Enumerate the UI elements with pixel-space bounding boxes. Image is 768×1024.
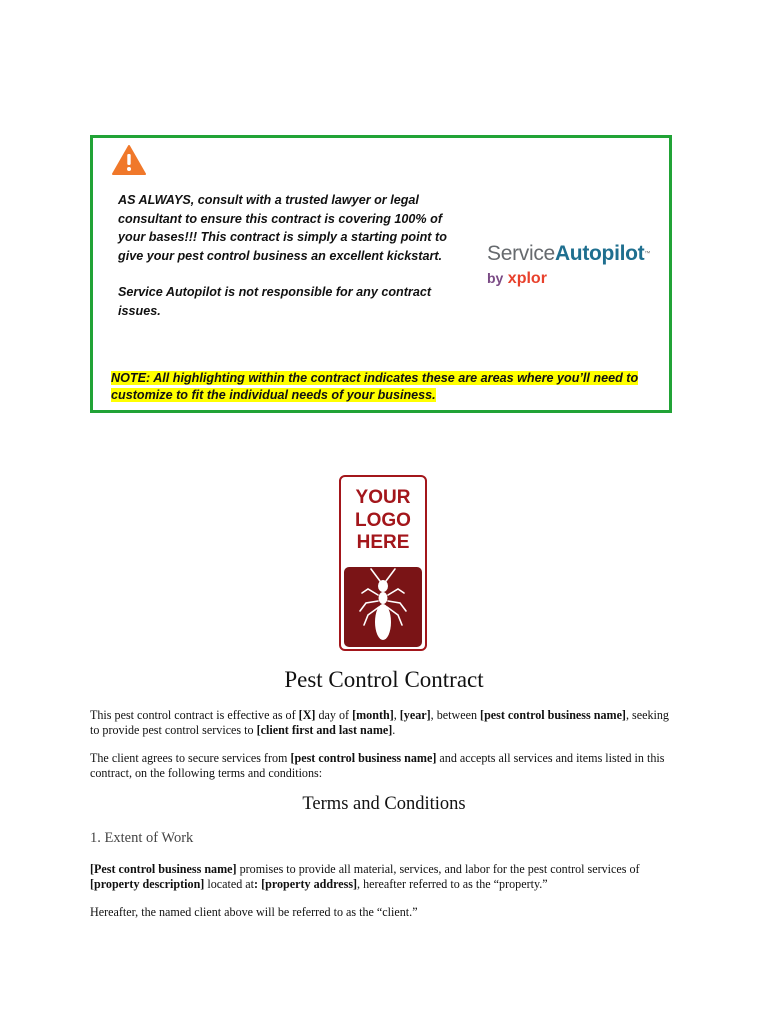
service-autopilot-logo [487, 242, 650, 288]
liability-paragraph: Service Autopilot is not responsible for any contract issues. [118, 285, 432, 318]
terms-heading: Terms and Conditions [302, 794, 466, 814]
highlighted-note-text: NOTE: All highlighting within the contract indicates these are areas where you’ll need to customize to fit the individual needs of your business. [111, 371, 639, 402]
logo-word-autopilot: Autopilot [554, 242, 645, 265]
agreement-paragraph [90, 751, 680, 781]
disclaimer-box [90, 135, 672, 413]
text-run: , between [430, 708, 481, 722]
text-run: day of [315, 708, 353, 722]
text-run: , [393, 708, 400, 722]
termite-icon [344, 567, 422, 647]
text-run: and accepts all services and items listed in this contract, on the following terms and conditions: [90, 751, 665, 780]
contract-title: Pest Control Contract [284, 667, 484, 692]
text-run: The client agrees to secure services from [90, 751, 291, 765]
placeholder-property-description: [property description] [90, 877, 205, 891]
logo-trademark: ™ [644, 251, 651, 257]
text-run: , seeking to provide pest control services to [90, 708, 669, 737]
placeholder-day: [X] [298, 708, 316, 722]
warning-triangle-icon [111, 144, 147, 176]
customization-note [111, 370, 656, 403]
logo-word-xplor: xplor [507, 270, 547, 287]
text-run: . [392, 723, 396, 737]
text-run: promises to provide all material, services, and labor for the pest control services of [236, 862, 640, 876]
text-run: , hereafter referred to as the “property.” [357, 877, 548, 891]
disclaimer-text [118, 191, 458, 321]
text-run: This pest control contract is effective as of [90, 708, 299, 722]
termite-badge [344, 567, 422, 647]
logo-text-line: LOGO [355, 509, 411, 531]
extent-of-work-paragraph [90, 862, 680, 892]
logo-placeholder-text [341, 487, 425, 555]
logo-word-by: by [487, 270, 504, 286]
placeholder-property-address: : [property address] [254, 877, 358, 891]
your-logo-placeholder [339, 475, 427, 651]
logo-word-service: Service [487, 242, 555, 265]
section-1-heading: 1. Extent of Work [90, 830, 194, 846]
placeholder-client-name: [client first and last name] [256, 723, 393, 737]
logo-text-line: HERE [356, 532, 410, 553]
placeholder-month: [month] [352, 708, 394, 722]
placeholder-business-name: [Pest control business name] [90, 862, 237, 876]
intro-paragraph [90, 708, 680, 738]
client-definition-paragraph: Hereafter, the named client above will be referred to as the “client.” [90, 905, 418, 919]
placeholder-year: [year] [399, 708, 431, 722]
placeholder-business-name: [pest control business name] [290, 751, 437, 765]
text-run: located at [204, 877, 255, 891]
disclaimer-paragraph: AS ALWAYS, consult with a trusted lawyer or legal consultant to ensure this contract is covering 100% of your bases!!! This contract is simply a starting point to give your pest control business an excellent kickstart. [118, 193, 447, 263]
placeholder-business-name: [pest control business name] [480, 708, 626, 722]
logo-text-line: YOUR [355, 487, 411, 508]
